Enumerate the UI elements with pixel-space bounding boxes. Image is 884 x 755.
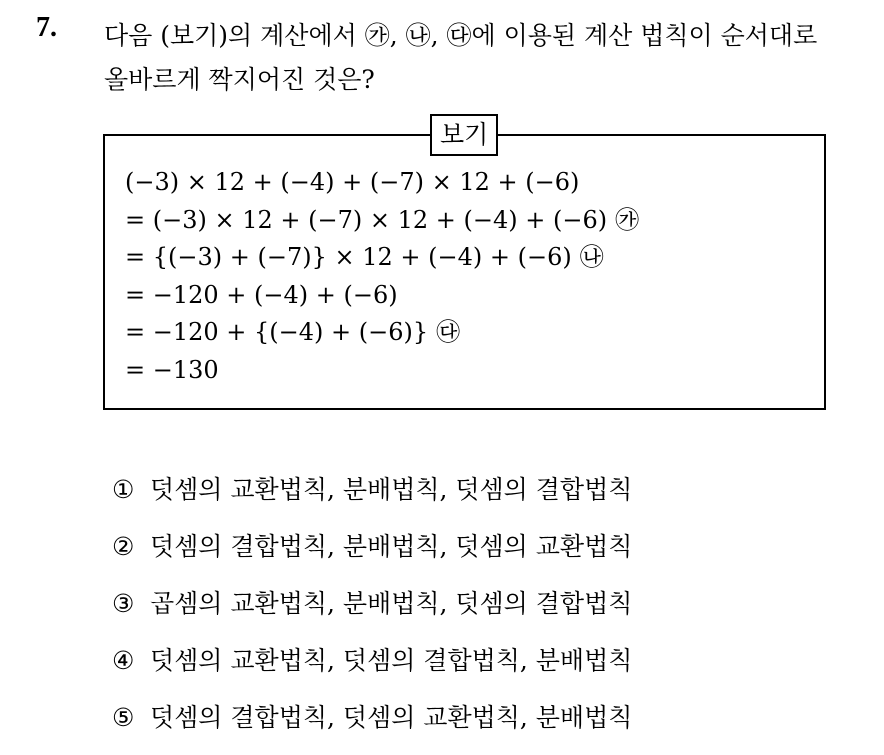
step-mark-da: ㉰ — [436, 318, 461, 346]
question-line-1: 다음 (보기)의 계산에서 ㉮, ㉯, ㉰에 이용된 계산 법칙이 순서대로 — [104, 21, 818, 50]
example-box-title: 보기 — [430, 114, 498, 156]
answer-choice-3[interactable] — [112, 584, 632, 641]
calculation-expression: = −130 — [125, 355, 219, 384]
question-text — [104, 14, 874, 102]
calculation-line — [125, 277, 639, 315]
choice-text: 덧셈의 결합법칙, 분배법칙, 덧셈의 교환법칙 — [150, 532, 633, 561]
choice-text: 덧셈의 교환법칙, 분배법칙, 덧셈의 결합법칙 — [150, 475, 633, 504]
calculation-expression: = {(−3) + (−7)} × 12 + (−4) + (−6) — [125, 243, 572, 271]
choice-number: ② — [112, 532, 135, 561]
question-line-2: 올바르게 짝지어진 것은? — [104, 65, 375, 94]
calculation-expression: = −120 + {(−4) + (−6)} — [125, 318, 429, 346]
calculation-expression: = −120 + (−4) + (−6) — [125, 280, 398, 309]
calculation — [125, 164, 639, 389]
calculation-line — [125, 164, 639, 202]
calculation-line — [125, 314, 639, 352]
answer-choices — [112, 470, 632, 755]
choice-number: ④ — [112, 646, 135, 675]
choice-number: ③ — [112, 589, 135, 618]
choice-number: ⑤ — [112, 703, 135, 732]
choice-text: 덧셈의 결합법칙, 덧셈의 교환법칙, 분배법칙 — [150, 703, 633, 732]
calculation-expression: = (−3) × 12 + (−7) × 12 + (−4) + (−6) — [125, 205, 608, 234]
answer-choice-1[interactable] — [112, 470, 632, 527]
answer-choice-2[interactable] — [112, 527, 632, 584]
step-mark-ga: ㉮ — [615, 205, 640, 234]
choice-number: ① — [112, 475, 135, 504]
answer-choice-4[interactable] — [112, 641, 632, 698]
step-mark-na: ㉯ — [579, 243, 604, 271]
question-number: 7. — [36, 12, 57, 43]
example-box — [103, 120, 826, 410]
calculation-line — [125, 239, 639, 277]
choice-text: 곱셈의 교환법칙, 분배법칙, 덧셈의 결합법칙 — [150, 589, 633, 618]
answer-choice-5[interactable] — [112, 698, 632, 755]
calculation-line — [125, 352, 639, 390]
choice-text: 덧셈의 교환법칙, 덧셈의 결합법칙, 분배법칙 — [150, 646, 633, 675]
calculation-expression: (−3) × 12 + (−4) + (−7) × 12 + (−6) — [125, 168, 580, 196]
calculation-line — [125, 202, 639, 240]
